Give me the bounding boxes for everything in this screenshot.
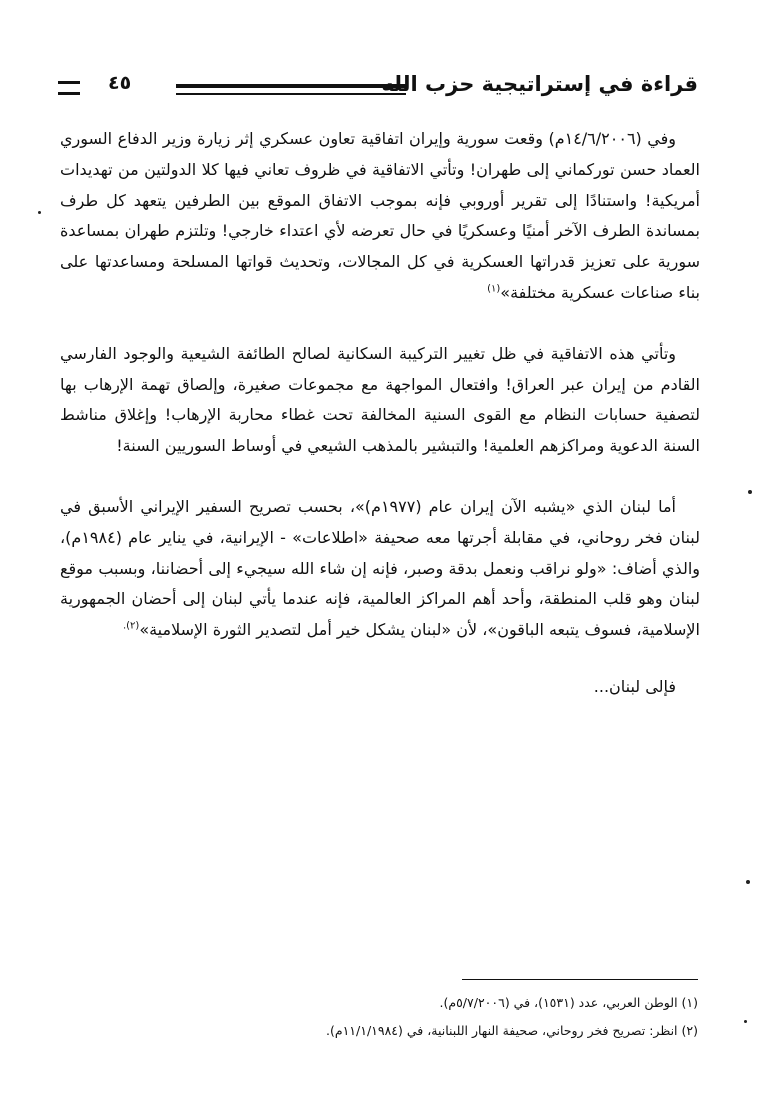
running-header [58,72,698,106]
header-double-bar-icon [58,81,80,95]
paragraph-2-text: وتأتي هذه الاتفاقية في ظل تغيير التركيبة السكانية لصالح الطائفة الشيعية والوجود الفارسي القادم من إيران عبر العراق! وافتعال المواجهة مع مجموعات صغيرة، وإلصاق تهمة الإرهاب بها لتصفية حسابات النظام مع القوى السنية المخالفة تحت غطاء محاربة الإرهاب! وإغلاق مناشط السنة الدعوية ومراكزهم العلمية! والتبشير بالمذهب الشيعي في أوساط السوريين السنة! [60,343,700,456]
main-text [60,124,700,703]
closing-line: فإلى لبنان... [593,676,676,696]
footnote-1: (١) الوطن العربي، عدد (١٥٣١)، في (٥/٧/٢٠٠٦م). [439,995,698,1010]
scan-speck [748,490,752,494]
paragraph-1 [60,124,700,309]
footnote-2: (٢) انظر: تصريح فخر روحاني، صحيفة النهار اللبنانية، في (١١/١/١٩٨٤م). [326,1023,698,1038]
paragraph-3-text: أما لبنان الذي «يشبه الآن إيران عام (١٩٧٧م)»، بحسب تصريح السفير الإيراني الأسبق في لبنان فخر روحاني، في مقابلة أجرتها معه صحيفة «اطلاعات» - الإيرانية، في يناير عام (١٩٨٤م)، والذي أضاف: «ولو نراقب ونعمل بدقة وصبر، فإنه إن شاء الله سيجيء إلى أحضاننا، وبسبب موقع لبنان وهو قلب المنطقة، وأحد أهم المراكز العالمية، فإنه عندما يأتي لبنان إلى أحضان الجمهورية الإسلامية، فسوف يتبعه الباقون»، لأن «لبنان يشكل خير أمل لتصدير الثورة الإسلامية» [60,496,700,640]
paragraph-1-text: وفي (١٤/٦/٢٠٠٦م) وقعت سورية وإيران اتفاقية تعاون عسكري إثر زيارة وزير الدفاع السوري العماد حسن توركماني إلى طهران! وتأتي الاتفاقية في ظروف تعاني فيها كلا الدولتين من تهديدات أمريكية! واستنادًا إلى تقرير أوروبي فإنه بموجب الاتفاق الموقع بين الطرفين يتعهد كل طرف بمساندة الطرف الآخر أمنيًا وعسكريًا في حال تعرضه لأي اعتداء خارجي! وتلتزم طهران بمساعدة سورية على تعزيز قدراتها العسكرية في كل المجالات، وتحديث قواتها المسلحة ومساعدتها على بناء صناعات عسكرية مختلفة» [60,129,700,302]
page-number: ٤٥ [108,72,132,94]
footnote-ref-1: (١) [487,283,501,295]
footnote-divider [462,979,698,980]
scan-speck [746,880,750,884]
footnotes [98,989,698,1045]
header-rule [176,84,406,95]
paragraph-2 [60,339,700,462]
footnote-ref-2: (٢). [122,620,140,632]
scan-speck [38,211,41,214]
header-title: قراءة في إستراتيجية حزب الله [381,72,698,96]
scan-speck [744,1020,747,1023]
paragraph-3 [60,492,700,646]
